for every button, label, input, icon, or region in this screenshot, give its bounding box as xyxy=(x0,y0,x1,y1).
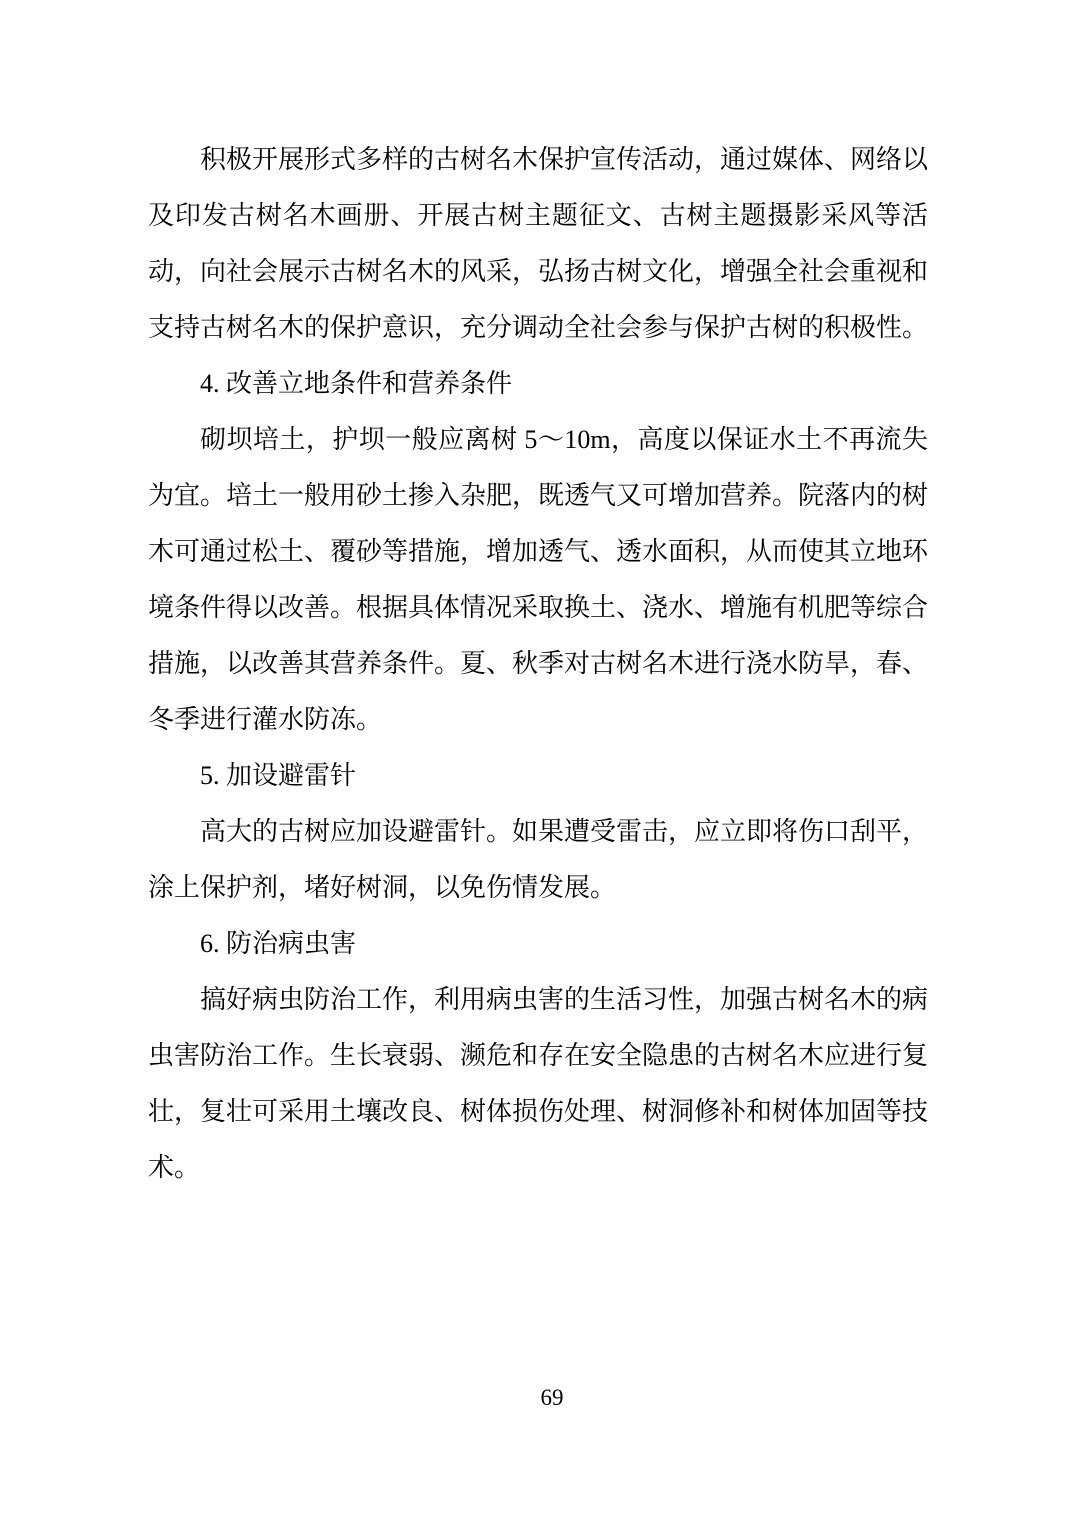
section-heading-4: 4. 改善立地条件和营养条件 xyxy=(200,369,513,398)
paragraph-pest-control: 搞好病虫防治工作，利用病虫害的生活习性，加强古树名木的病虫害防治工作。生长衰弱、濒危和存在安全隐患的古树名木应进行复壮，复壮可采用土壤改良、树体损伤处理、树洞修补和树体加固等技术。 xyxy=(148,985,929,1182)
paragraph-site-and-nutrition: 砌坝培土，护坝一般应离树 5～10m，高度以保证水土不再流失为宜。培土一般用砂土掺入杂肥，既透气又可增加营养。院落内的树木可通过松土、覆砂等措施，增加透气、透水面积，从而使其立地环境条件得以改善。根据具体情况采取换土、浇水、增施有机肥等综合措施，以改善其营养条件。夏、秋季对古树名木进行浇水防旱，春、冬季进行灌水防冻。 xyxy=(148,425,929,734)
section-heading-5: 5. 加设避雷针 xyxy=(200,761,357,790)
page-number: 69 xyxy=(540,1385,564,1410)
paragraph-lightning-rod: 高大的古树应加设避雷针。如果遭受雷击，应立即将伤口刮平，涂上保护剂，堵好树洞，以免伤情发展。 xyxy=(148,817,929,902)
document-body xyxy=(148,132,928,1196)
section-heading-6: 6. 防治病虫害 xyxy=(200,929,357,958)
paragraph-publicity: 积极开展形式多样的古树名木保护宣传活动，通过媒体、网络以及印发古树名木画册、开展古树主题征文、古树主题摄影采风等活动，向社会展示古树名木的风采，弘扬古树文化，增强全社会重视和支持古树名木的保护意识，充分调动全社会参与保护古树的积极性。 xyxy=(148,145,929,342)
